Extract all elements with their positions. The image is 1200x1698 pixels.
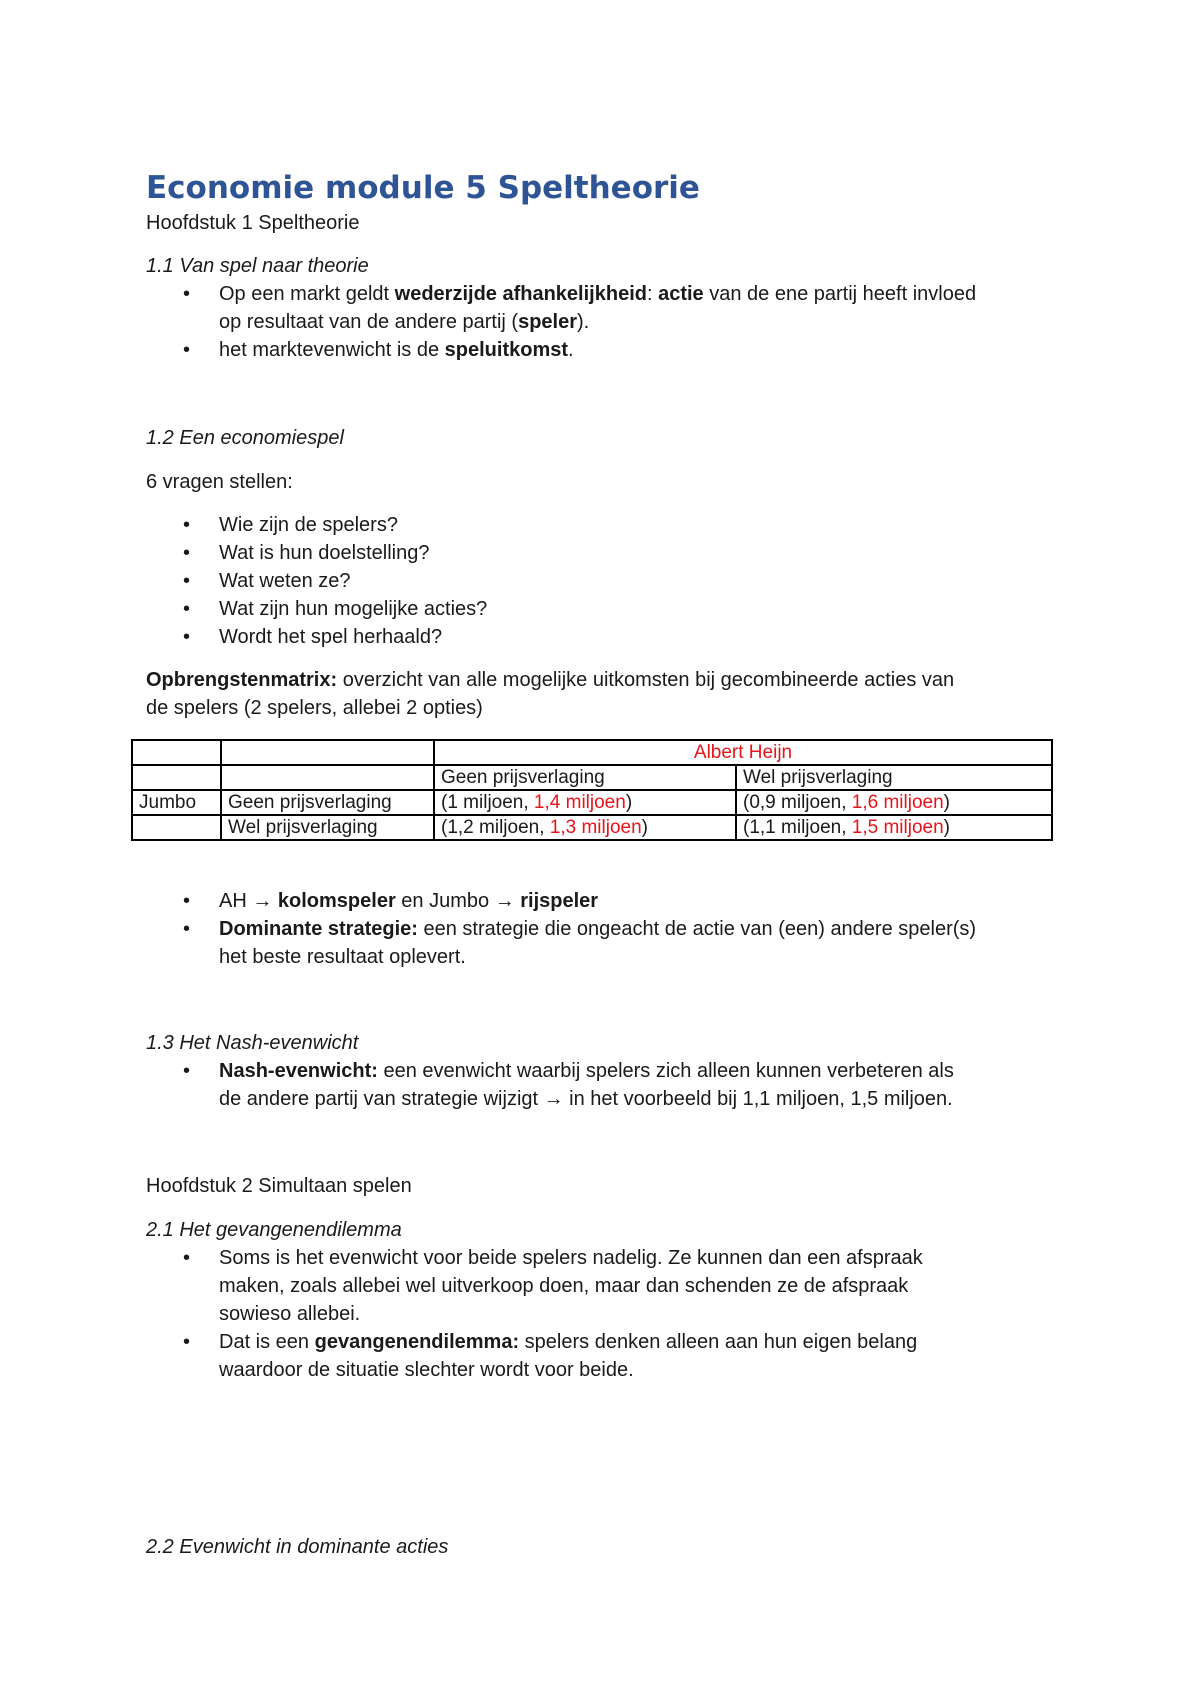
arrow-right-icon: → [543, 1088, 564, 1110]
section-1-1-heading: 1.1 Van spel naar theorie [146, 255, 369, 277]
table-row [132, 765, 1052, 790]
bullet-icon: • [183, 1331, 191, 1353]
row-player-label: Jumbo [132, 790, 221, 815]
bullet-icon: • [183, 339, 191, 361]
bullet-icon: • [183, 1060, 191, 1082]
bullet-icon: • [183, 598, 191, 620]
row-option: Wel prijsverlaging [221, 815, 434, 840]
bullet-icon: • [183, 918, 191, 940]
list-item: • Wat zijn hun mogelijke acties? [146, 595, 1086, 623]
list-item: • Nash-evenwicht: een evenwicht waarbij spelers zich alleen kunnen verbeteren als de andere partij van strategie wijzigt → in het voorbeeld bij 1,1 miljoen, 1,5 miljoen. [146, 1057, 1086, 1113]
payoff-cell: (1,1 miljoen, 1,5 miljoen) [736, 815, 1052, 840]
document-title: Economie module 5 Speltheorie [146, 170, 700, 206]
arrow-right-icon: → [494, 890, 515, 912]
section-2-1-heading: 2.1 Het gevangenendilemma [146, 1219, 402, 1241]
questions-intro: 6 vragen stellen: [146, 471, 293, 493]
section-1-3-list [146, 1057, 1086, 1113]
section-2-2-heading: 2.2 Evenwicht in dominante acties [146, 1536, 449, 1558]
bullet-icon: • [183, 1247, 191, 1269]
payoff-cell: (1 miljoen, 1,4 miljoen) [434, 790, 736, 815]
list-item: • Wat is hun doelstelling? [146, 539, 1086, 567]
list-item: • Wat weten ze? [146, 567, 1086, 595]
chapter-1-heading: Hoofdstuk 1 Speltheorie [146, 212, 360, 234]
list-item: • Wordt het spel herhaald? [146, 623, 1086, 651]
payoff-cell: (0,9 miljoen, 1,6 miljoen) [736, 790, 1052, 815]
arrow-right-icon: → [252, 890, 273, 912]
table-row [132, 790, 1052, 815]
bullet-icon: • [183, 542, 191, 564]
list-item: • Wie zijn de spelers? [146, 511, 1086, 539]
chapter-2-heading: Hoofdstuk 2 Simultaan spelen [146, 1175, 412, 1197]
list-item: • AH → kolomspeler en Jumbo → rijspeler [146, 887, 1086, 915]
list-item: • Soms is het evenwicht voor beide spelers nadelig. Ze kunnen dan een afspraak maken, zoals allebei wel uitverkoop doen, maar dan schenden ze de afspraak sowieso allebei. [146, 1244, 1086, 1328]
questions-list [146, 511, 1086, 651]
section-1-1-list [146, 280, 1086, 364]
section-2-1-list [146, 1244, 1086, 1384]
column-player-label: Albert Heijn [434, 740, 1052, 765]
table-row [132, 815, 1052, 840]
list-item: • Dat is een gevangenendilemma: spelers denken alleen aan hun eigen belang waardoor de situatie slechter wordt voor beide. [146, 1328, 1086, 1384]
list-item: • het marktevenwicht is de speluitkomst. [146, 336, 1086, 364]
bullet-icon: • [183, 283, 191, 305]
matrix-definition: Opbrengstenmatrix: overzicht van alle mogelijke uitkomsten bij gecombineerde acties van de spelers (2 spelers, allebei 2 opties) [146, 669, 955, 719]
section-1-2-heading: 1.2 Een economiespel [146, 427, 344, 449]
bullet-icon: • [183, 890, 191, 912]
payoff-matrix [131, 739, 1053, 841]
matrix-notes-list [146, 887, 1086, 971]
bullet-icon: • [183, 514, 191, 536]
list-item: • Op een markt geldt wederzijde afhankelijkheid: actie van de ene partij heeft invloed op resultaat van de andere partij (speler). [146, 280, 1086, 336]
bullet-icon: • [183, 570, 191, 592]
column-option: Wel prijsverlaging [736, 765, 1052, 790]
payoff-cell: (1,2 miljoen, 1,3 miljoen) [434, 815, 736, 840]
column-option: Geen prijsverlaging [434, 765, 736, 790]
list-item: • Dominante strategie: een strategie die ongeacht de actie van (een) andere speler(s) het beste resultaat oplevert. [146, 915, 1086, 971]
bullet-icon: • [183, 626, 191, 648]
row-option: Geen prijsverlaging [221, 790, 434, 815]
table-row [132, 740, 1052, 765]
section-1-3-heading: 1.3 Het Nash-evenwicht [146, 1032, 359, 1054]
